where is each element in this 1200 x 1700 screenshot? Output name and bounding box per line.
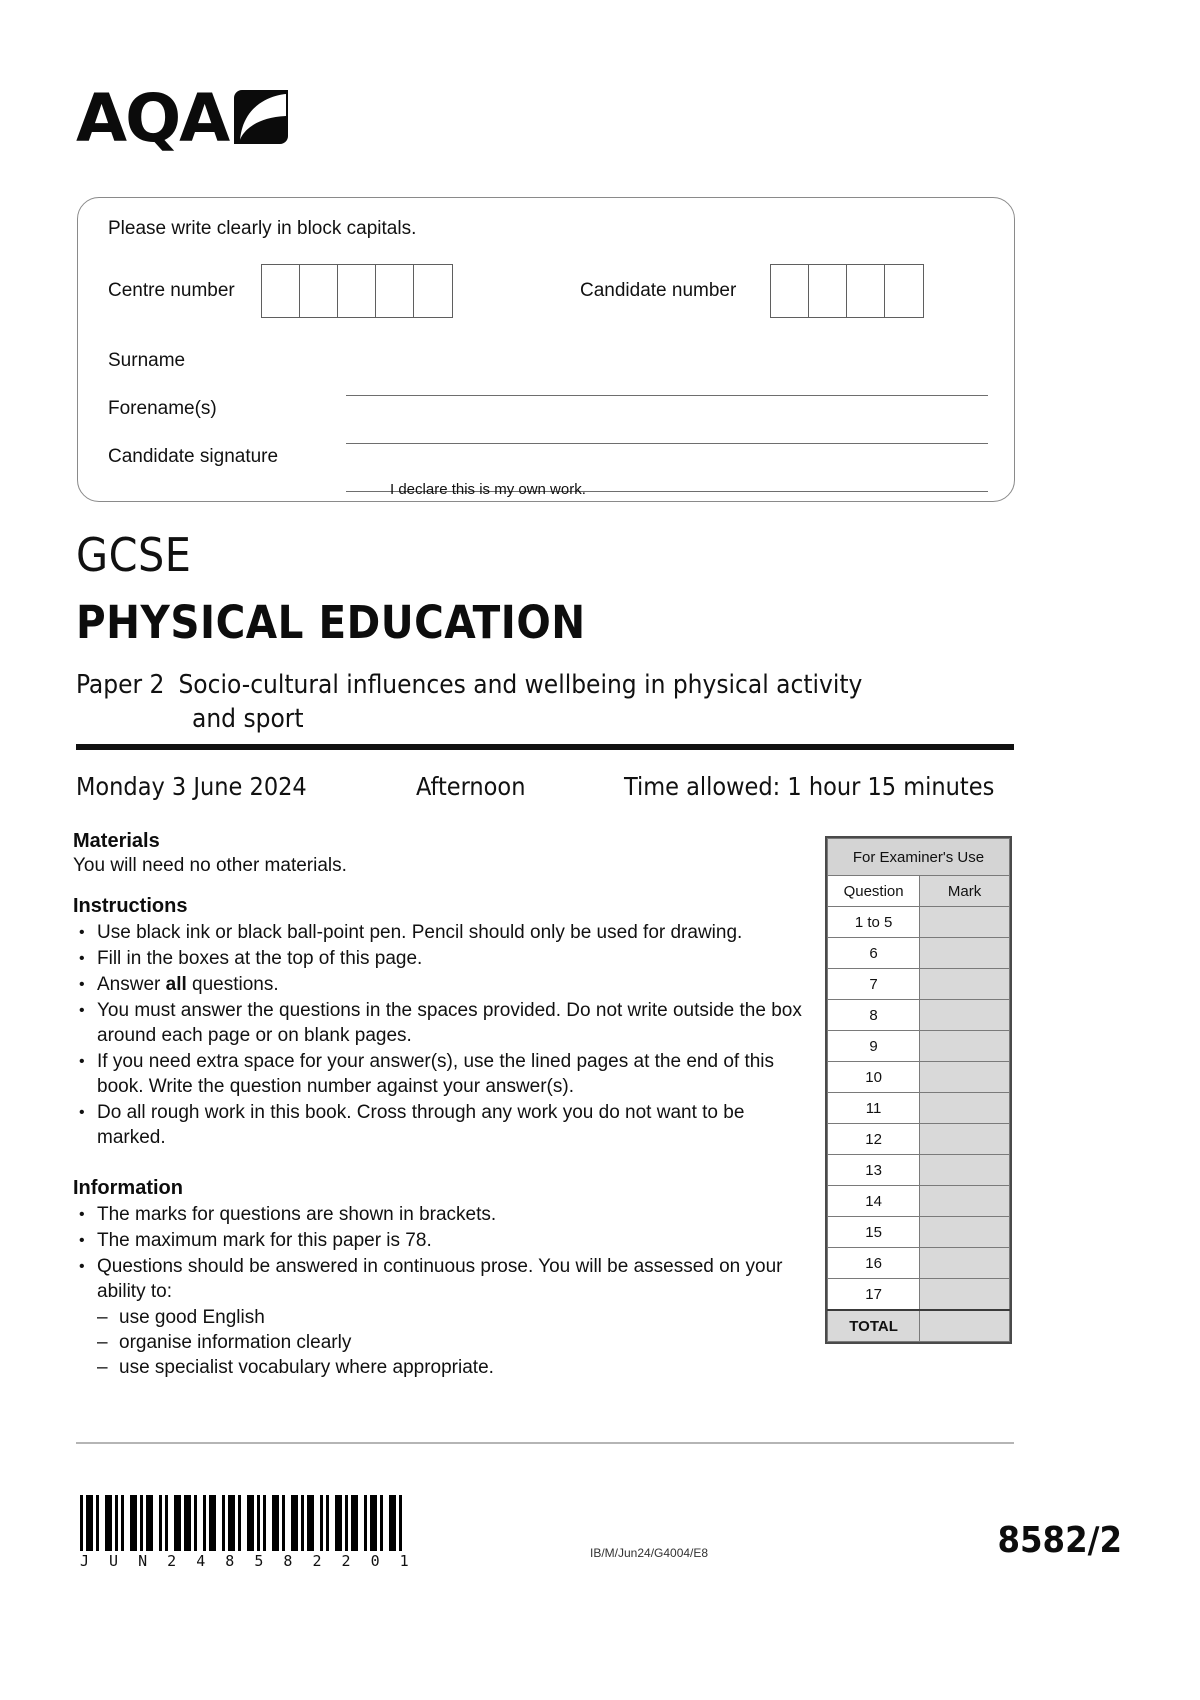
question-label: 12 bbox=[828, 1124, 920, 1155]
paper-code: 8582/2 bbox=[997, 1520, 1122, 1561]
title-divider bbox=[76, 744, 1014, 750]
information-item: • Questions should be answered in continuous prose. You will be assessed on your ability to: bbox=[73, 1254, 808, 1304]
question-label: 13 bbox=[828, 1155, 920, 1186]
exam-datetime-row bbox=[76, 772, 1026, 808]
table-row bbox=[828, 1062, 1010, 1093]
question-label: 15 bbox=[828, 1217, 920, 1248]
paper-title-continued: and sport bbox=[192, 704, 304, 734]
examiner-use-table bbox=[825, 836, 1012, 1344]
paper-title: Socio-cultural influences and wellbeing in physical activity bbox=[178, 670, 863, 700]
instruction-item: • Do all rough work in this book. Cross through any work you do not want to be marked. bbox=[73, 1100, 808, 1150]
assessment-criteria-list bbox=[73, 1305, 808, 1380]
barcode bbox=[80, 1495, 435, 1551]
mark-cell[interactable] bbox=[920, 969, 1010, 1000]
table-row bbox=[828, 1093, 1010, 1124]
subject-title: PHYSICAL EDUCATION bbox=[76, 596, 586, 649]
question-label: 6 bbox=[828, 938, 920, 969]
candidate-number-cell[interactable] bbox=[885, 265, 923, 317]
instruction-item: • Use black ink or black ball-point pen. Pencil should only be used for drawing. bbox=[73, 920, 808, 945]
centre-number-label: Centre number bbox=[108, 280, 235, 301]
question-label: 16 bbox=[828, 1248, 920, 1279]
question-label: 8 bbox=[828, 1000, 920, 1031]
information-heading: Information bbox=[73, 1177, 183, 1199]
examiner-table-title: For Examiner's Use bbox=[828, 839, 1010, 876]
mark-cell[interactable] bbox=[920, 1155, 1010, 1186]
mark-cell[interactable] bbox=[920, 1279, 1010, 1311]
mark-cell[interactable] bbox=[920, 1124, 1010, 1155]
candidate-number-input[interactable] bbox=[770, 264, 924, 318]
question-label: 10 bbox=[828, 1062, 920, 1093]
table-row bbox=[828, 1217, 1010, 1248]
mark-cell[interactable] bbox=[920, 1000, 1010, 1031]
table-row bbox=[828, 1186, 1010, 1217]
instructions-heading: Instructions bbox=[73, 895, 188, 917]
instructions-list bbox=[73, 920, 808, 1150]
paper-title-line bbox=[76, 668, 976, 736]
barcode-text: J U N 2 4 8 5 8 2 2 0 1 bbox=[80, 1552, 415, 1570]
declaration-text: I declare this is my own work. bbox=[390, 481, 586, 498]
table-row-total bbox=[828, 1310, 1010, 1342]
mark-cell[interactable] bbox=[920, 1248, 1010, 1279]
table-row bbox=[828, 1279, 1010, 1311]
question-label: 7 bbox=[828, 969, 920, 1000]
document-code: IB/M/Jun24/G4004/E8 bbox=[590, 1546, 709, 1560]
instruction-item: • If you need extra space for your answer(s), use the lined pages at the end of this book. Write the question number against your answer(s). bbox=[73, 1049, 808, 1099]
mark-cell[interactable] bbox=[920, 1062, 1010, 1093]
centre-number-cell[interactable] bbox=[414, 265, 452, 317]
mark-cell[interactable] bbox=[920, 1093, 1010, 1124]
table-row bbox=[828, 1248, 1010, 1279]
exam-time-allowed: Time allowed: 1 hour 15 minutes bbox=[624, 772, 995, 801]
instruction-item: • Fill in the boxes at the top of this page. bbox=[73, 946, 808, 971]
table-row bbox=[828, 1031, 1010, 1062]
bold-all-word: all bbox=[165, 974, 187, 995]
mark-cell[interactable] bbox=[920, 1186, 1010, 1217]
number-entry-row bbox=[78, 264, 1014, 318]
examiner-table-header-question: Question bbox=[828, 876, 920, 907]
information-item: • The maximum mark for this paper is 78. bbox=[73, 1228, 808, 1253]
table-row bbox=[828, 907, 1010, 938]
candidate-number-label: Candidate number bbox=[580, 280, 737, 301]
aqa-logo bbox=[76, 80, 288, 157]
question-label: 11 bbox=[828, 1093, 920, 1124]
assessment-criterion: – organise information clearly bbox=[97, 1330, 808, 1355]
mark-cell[interactable] bbox=[920, 907, 1010, 938]
mark-cell[interactable] bbox=[920, 1217, 1010, 1248]
footer-divider bbox=[76, 1442, 1014, 1444]
table-row bbox=[828, 969, 1010, 1000]
surname-input-line[interactable] bbox=[346, 395, 988, 396]
materials-text: You will need no other materials. bbox=[73, 855, 347, 876]
instructions-column bbox=[73, 830, 808, 1380]
exam-session: Afternoon bbox=[416, 772, 526, 801]
mark-cell[interactable] bbox=[920, 938, 1010, 969]
surname-row[interactable] bbox=[108, 350, 988, 398]
examiner-table-header-mark: Mark bbox=[920, 876, 1010, 907]
surname-label: Surname bbox=[108, 350, 186, 371]
information-item: • The marks for questions are shown in brackets. bbox=[73, 1202, 808, 1227]
paper-number: Paper 2 bbox=[76, 670, 165, 700]
question-label: 14 bbox=[828, 1186, 920, 1217]
table-row bbox=[828, 1124, 1010, 1155]
table-row bbox=[828, 1000, 1010, 1031]
total-mark-cell[interactable] bbox=[920, 1310, 1010, 1342]
materials-heading: Materials bbox=[73, 830, 160, 852]
forename-input-line[interactable] bbox=[346, 443, 988, 444]
aqa-logo-text: AQA bbox=[76, 80, 229, 157]
candidate-number-cell[interactable] bbox=[847, 265, 885, 317]
centre-number-cell[interactable] bbox=[300, 265, 338, 317]
centre-number-cell[interactable] bbox=[338, 265, 376, 317]
instruction-item-answer-all: • Answer all questions. bbox=[73, 972, 808, 997]
centre-number-input[interactable] bbox=[261, 264, 453, 318]
question-label: 9 bbox=[828, 1031, 920, 1062]
assessment-criterion: – use good English bbox=[97, 1305, 808, 1330]
centre-number-cell[interactable] bbox=[262, 265, 300, 317]
candidate-number-cell[interactable] bbox=[809, 265, 847, 317]
candidate-details-box bbox=[77, 197, 1015, 502]
instruction-item: • You must answer the questions in the spaces provided. Do not write outside the box around each page or on blank pages. bbox=[73, 998, 808, 1048]
centre-number-cell[interactable] bbox=[376, 265, 414, 317]
candidate-number-cell[interactable] bbox=[771, 265, 809, 317]
forename-row[interactable] bbox=[108, 398, 988, 446]
mark-cell[interactable] bbox=[920, 1031, 1010, 1062]
assessment-criterion: – use specialist vocabulary where appropriate. bbox=[97, 1355, 808, 1380]
aqa-leaf-mark-icon bbox=[234, 90, 288, 144]
table-row bbox=[828, 1155, 1010, 1186]
question-label: 1 to 5 bbox=[828, 907, 920, 938]
qualification-title: GCSE bbox=[76, 528, 192, 582]
block-capitals-instruction: Please write clearly in block capitals. bbox=[108, 218, 417, 239]
candidate-signature-label: Candidate signature bbox=[108, 446, 279, 467]
total-label: TOTAL bbox=[828, 1310, 920, 1342]
exam-date: Monday 3 June 2024 bbox=[76, 772, 307, 801]
table-row bbox=[828, 938, 1010, 969]
question-label: 17 bbox=[828, 1279, 920, 1311]
forename-label: Forename(s) bbox=[108, 398, 217, 419]
information-list bbox=[73, 1202, 808, 1304]
